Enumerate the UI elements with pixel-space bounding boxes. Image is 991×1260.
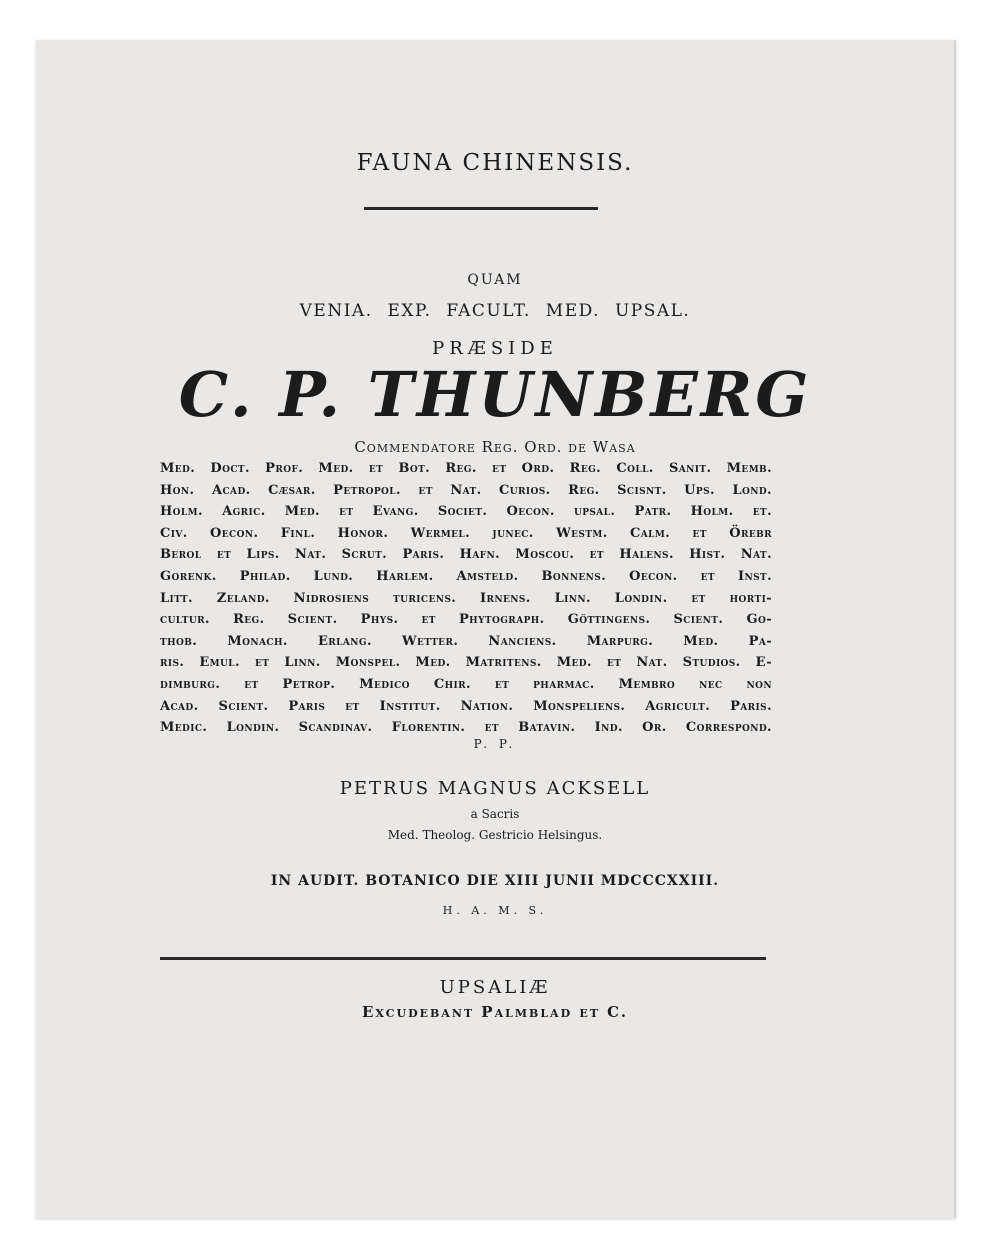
title-page <box>36 40 956 1218</box>
defense-date: IN AUDIT. BOTANICO DIE XIII JUNII MDCCCXXIII. <box>270 873 720 889</box>
title-line: Acad. Scient. Paris et Institut. Nation. Monspeliens. Agricult. Paris. <box>160 698 772 714</box>
quam-line: QUAM <box>467 272 523 288</box>
respondent-name: PETRUS MAGNUS ACKSELL <box>339 778 651 799</box>
title-line: Berol et Lips. Nat. Scrut. Paris. Hafn. Moscou. et Halens. Hist. Nat. <box>160 547 772 563</box>
imprint-printer: Excudebant Palmblad et C. <box>361 1003 629 1021</box>
title-divider <box>364 207 598 210</box>
title-line: ris. Emul. et Linn. Monspel. Med. Matritens. Med. et Nat. Studios. E- <box>160 655 772 671</box>
venia-line: VENIA. EXP. FACULT. MED. UPSAL. <box>299 301 691 321</box>
pp-line: P. P. <box>473 737 517 751</box>
a-sacris-line: a Sacris <box>470 807 520 821</box>
title-line: Med. Doct. Prof. Med. et Bot. Reg. et Ord. Reg. Coll. Sanit. Memb. <box>160 461 772 476</box>
title-line: Hon. Acad. Cæsar. Petropol. et Nat. Curios. Reg. Scisnt. Ups. Lond. <box>160 482 772 498</box>
imprint-divider <box>160 957 766 960</box>
commendatore-line: Commendatore Reg. Ord. de Wasa <box>354 438 636 456</box>
title-line: dimburg. et Petrop. Medico Chir. et pharmac. Membro nec non <box>160 676 772 692</box>
title-line: Holm. Agric. Med. et Evang. Societ. Oecon. upsal. Patr. Holm. et. <box>160 504 772 520</box>
title-line: Gorenk. Philad. Lund. Harlem. Amsteld. Bonnens. Oecon. et Inst. <box>160 568 772 584</box>
title-line: Medic. Londin. Scandinav. Florentin. et Batavin. Ind. Or. Correspond. <box>160 720 772 736</box>
title-line: Civ. Oecon. Finl. Honor. Wermel. junec. Westm. Calm. et Örebr <box>160 525 772 541</box>
praeside-label: PRÆSIDE <box>432 338 558 359</box>
honorific-titles <box>160 458 772 739</box>
imprint-place: UPSALIÆ <box>439 977 551 998</box>
respondent-origin: Med. Theolog. Gestricio Helsingus. <box>387 828 603 842</box>
hams-line: H. A. M. S. <box>442 904 548 917</box>
title-line: Litt. Zeland. Nidrosiens turicens. Irnens. Linn. Londin. et horti- <box>160 590 772 606</box>
title-line: cultur. Reg. Scient. Phys. et Phytograph. Göttingens. Scient. Go- <box>160 612 772 628</box>
praeses-name: C. P. THUNBERG <box>178 358 812 431</box>
work-title: FAUNA CHINENSIS. <box>356 150 634 176</box>
title-line: thob. Monach. Erlang. Wetter. Nanciens. Marpurg. Med. Pa- <box>160 633 772 649</box>
